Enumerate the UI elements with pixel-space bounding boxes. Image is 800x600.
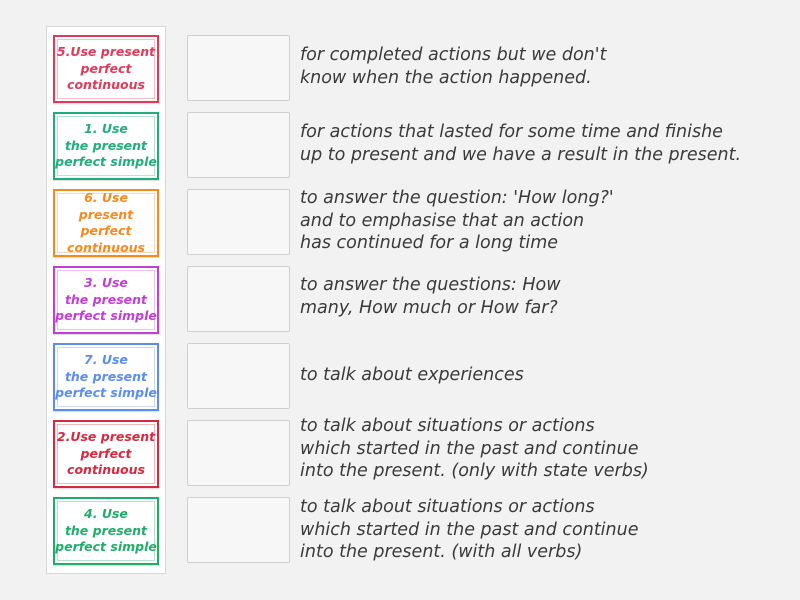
card-label: 4. Use the present perfect simple [55,506,157,555]
card-label: 7. Use the present perfect simple [55,352,157,401]
description-5: to talk about experiences [300,365,524,385]
card-label: 6. Use present perfect continuous [67,190,145,255]
description-1: for completed actions but we don't know when the action happened. [300,45,607,88]
drop-slot-4[interactable] [187,266,290,332]
description-7: to talk about situations or actions which started in the past and continue into the present. (with all verbs) [300,497,639,562]
drop-slot-7[interactable] [187,497,290,563]
answer-card-5[interactable] [53,343,159,411]
answer-card-6[interactable] [53,420,159,488]
answer-card-7[interactable] [53,497,159,565]
card-label: 3. Use the present perfect simple [55,275,157,324]
description-2: for actions that lasted for some time and finishe up to present and we have a result in the present. [300,122,742,165]
card-label: 1. Use the present perfect simple [55,121,157,170]
drop-slot-3[interactable] [187,189,290,255]
card-label: 5.Use present perfect continuous [56,44,156,93]
answer-card-3[interactable] [53,189,159,257]
drop-slot-2[interactable] [187,112,290,178]
description-3: to answer the question: 'How long?' and to emphasise that an action has continued for a long time [300,188,614,253]
description-6: to talk about situations or actions which started in the past and continue into the present. (only with state verbs) [300,416,649,481]
description-4: to answer the questions: How many, How much or How far? [300,275,561,318]
answer-card-4[interactable] [53,266,159,334]
drop-slot-1[interactable] [187,35,290,101]
drop-slot-6[interactable] [187,420,290,486]
card-label: 2.Use present perfect continuous [56,429,156,478]
drop-slot-5[interactable] [187,343,290,409]
answer-card-2[interactable] [53,112,159,180]
answer-card-1[interactable] [53,35,159,103]
